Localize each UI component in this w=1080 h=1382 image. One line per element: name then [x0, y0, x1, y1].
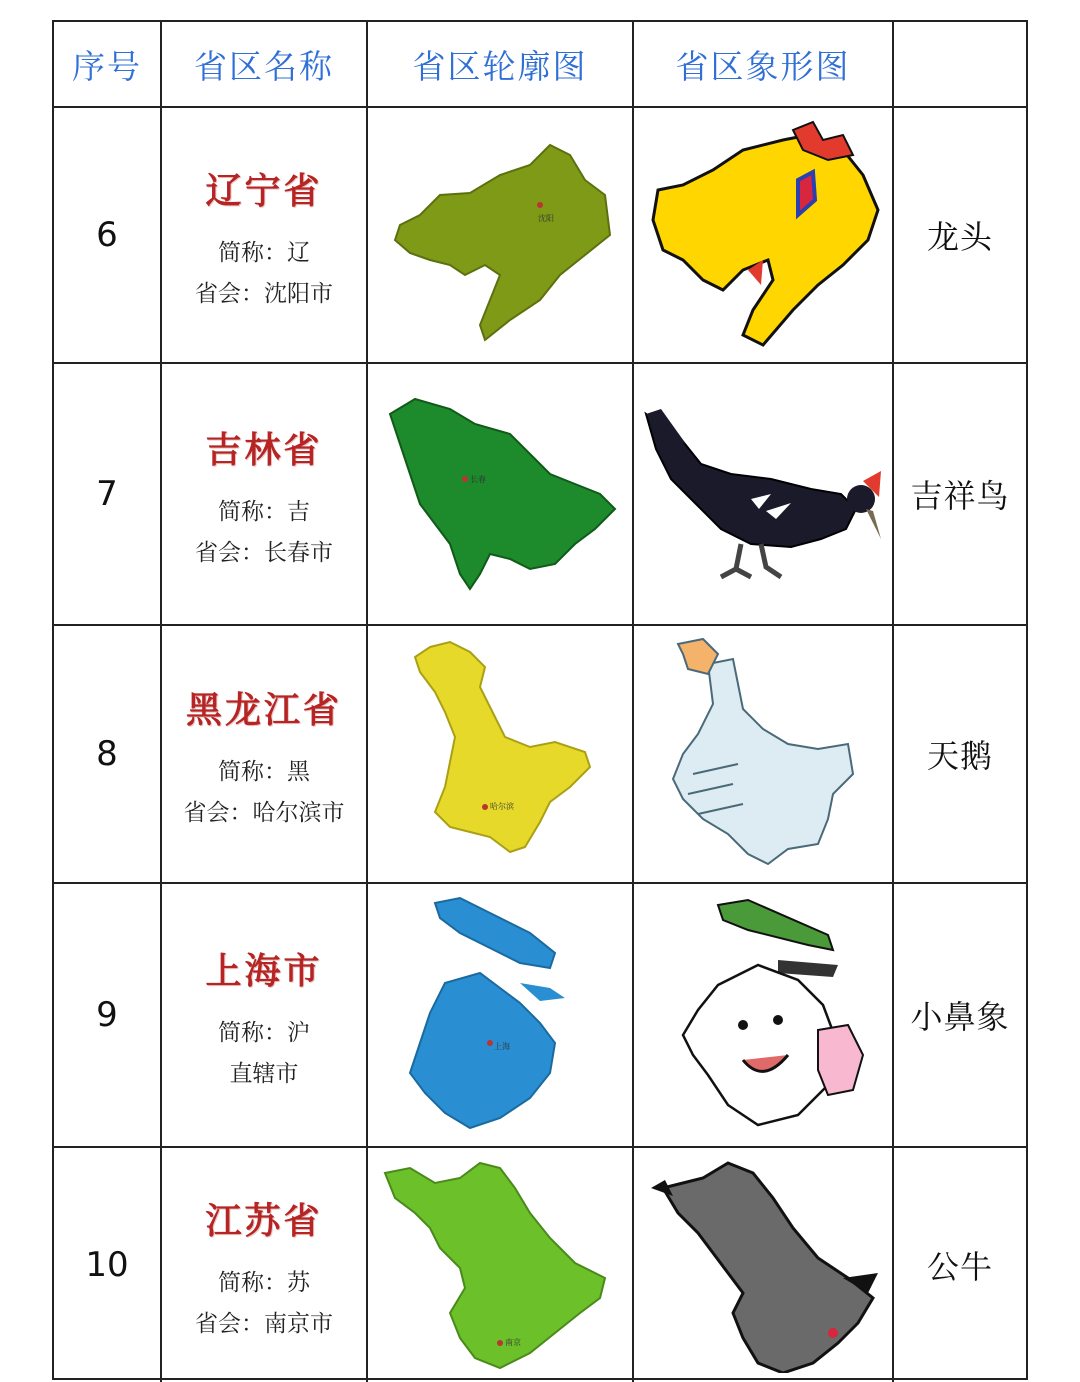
capital-dot [537, 202, 543, 208]
swan-body [673, 659, 853, 864]
header-name: 省区名称 [162, 22, 368, 106]
province-nickname: 吉祥鸟 [910, 477, 1010, 515]
province-outline-map [368, 364, 634, 624]
province-name: 吉林省 [205, 428, 323, 471]
header-outline: 省区轮廓图 [368, 22, 634, 106]
bull-nose [828, 1328, 838, 1338]
province-abbr: 简称：苏 [218, 1269, 310, 1296]
bird-head [847, 485, 875, 513]
capital-label: 上海 [494, 1041, 510, 1051]
table-row [54, 108, 1026, 364]
province-pictograph [634, 626, 894, 882]
province-abbr: 简称：吉 [218, 498, 310, 525]
province-capital: 省会：南京市 [195, 1310, 333, 1337]
jilin-shape [390, 399, 615, 589]
capital-dot [482, 804, 488, 810]
table-row [54, 884, 1026, 1148]
dragon-head-figure [643, 120, 883, 350]
row-number: 10 [54, 1148, 162, 1382]
chongming-island [435, 898, 555, 968]
province-nickname: 公牛 [926, 1248, 993, 1286]
liaoning-shape [395, 145, 610, 340]
small-island [520, 983, 565, 1001]
province-pictograph [634, 364, 894, 624]
province-pictograph [634, 1148, 894, 1382]
province-name: 辽宁省 [205, 169, 323, 212]
province-outline-map [368, 884, 634, 1146]
shanghai-outline [390, 893, 610, 1138]
province-nickname: 天鹅 [926, 737, 993, 775]
heilongjiang-outline [390, 637, 610, 872]
bird-beak [866, 509, 881, 539]
province-name: 黑龙江省 [185, 688, 342, 731]
shanghai-mainland [410, 973, 555, 1128]
province-table [52, 20, 1028, 1380]
province-name: 江苏省 [205, 1199, 323, 1242]
bull-body [663, 1163, 873, 1373]
capital-label: 沈阳 [538, 214, 554, 223]
liaoning-outline [380, 125, 620, 345]
capital-dot [462, 476, 468, 482]
province-outline-map [368, 1148, 634, 1382]
province-info [162, 884, 368, 1146]
row-number: 7 [54, 364, 162, 624]
province-outline-map [368, 626, 634, 882]
header-nickname [894, 22, 1026, 106]
capital-dot [497, 1340, 503, 1346]
elephant-head [683, 965, 838, 1125]
province-capital: 省会：长春市 [195, 539, 333, 566]
province-info [162, 626, 368, 882]
bull-figure [643, 1158, 883, 1373]
elephant-eye [738, 1020, 748, 1030]
capital-label: 南京 [505, 1337, 521, 1347]
table-row [54, 1148, 1026, 1382]
jilin-outline [380, 394, 620, 594]
province-name: 上海市 [205, 949, 323, 992]
jiangsu-shape [385, 1163, 605, 1368]
lucky-bird-figure [641, 399, 886, 589]
province-capital: 省会：哈尔滨市 [183, 799, 345, 826]
row-number: 6 [54, 108, 162, 362]
jiangsu-outline [380, 1158, 620, 1373]
province-capital: 直辖市 [229, 1060, 299, 1087]
province-capital: 省会：沈阳市 [195, 280, 333, 307]
province-abbr: 简称：辽 [218, 239, 310, 266]
capital-label: 长春 [470, 475, 486, 484]
province-info [162, 1148, 368, 1382]
elephant-ear [818, 1025, 863, 1095]
header-pictograph: 省区象形图 [634, 22, 894, 106]
capital-dot [487, 1040, 493, 1046]
row-number: 9 [54, 884, 162, 1146]
elephant-island [718, 900, 833, 950]
table-row [54, 626, 1026, 884]
bird-leg [721, 544, 781, 577]
table-row [54, 364, 1026, 626]
province-outline-map [368, 108, 634, 362]
province-nickname: 龙头 [926, 218, 993, 256]
row-number: 8 [54, 626, 162, 882]
province-info [162, 108, 368, 362]
province-nickname: 小鼻象 [910, 998, 1010, 1036]
elephant-eye [773, 1015, 783, 1025]
swan-figure [648, 634, 878, 874]
table-header [54, 22, 1026, 108]
elephant-dark-strip [778, 960, 838, 977]
dragon-head-shape [653, 135, 878, 345]
province-abbr: 简称：沪 [218, 1019, 310, 1046]
elephant-figure [648, 895, 878, 1135]
province-pictograph [634, 884, 894, 1146]
province-abbr: 简称：黑 [218, 758, 310, 785]
capital-label: 哈尔滨 [490, 801, 514, 811]
province-pictograph [634, 108, 894, 362]
heilongjiang-shape [415, 642, 590, 852]
header-seq: 序号 [54, 22, 162, 106]
province-info [162, 364, 368, 624]
